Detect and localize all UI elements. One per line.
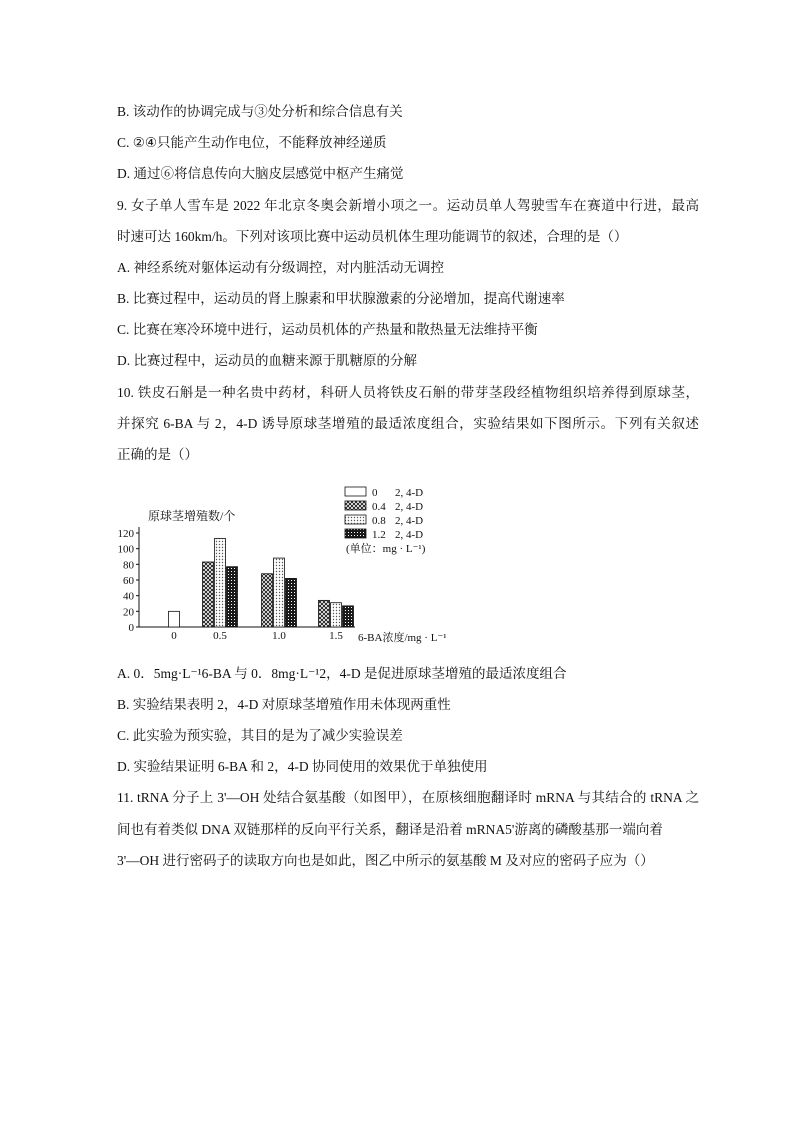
x-axis-title: 6-BA浓度/mg · L⁻¹	[358, 632, 447, 644]
x-tick-label: 1.5	[329, 630, 343, 642]
y-tick-label: 20	[123, 606, 134, 619]
bar-chart	[110, 480, 475, 652]
q9-stem-line-2: 时速可达 160km/h。下列对该项比赛中运动员机体生理功能调节的叙述，合理的是（）	[117, 229, 628, 244]
q11-stem-line-2: 间也有着类似 DNA 双链那样的反向平行关系，翻译是沿着 mRNA5'游离的磷酸基那一端向着	[117, 822, 663, 837]
q10-option-d: D. 实验结果证明 6-BA 和 2，4-D 协同使用的效果优于单独使用	[117, 759, 488, 774]
bar-6ba-1.0-24d-0.4	[262, 574, 273, 627]
x-tick-label: 0.5	[213, 630, 227, 642]
legend-label: 2, 4-D	[395, 515, 424, 527]
q10-option-b: B. 实验结果表明 2，4-D 对原球茎增殖作用未体现两重性	[117, 697, 451, 712]
legend-label: 2, 4-D	[395, 501, 424, 513]
bar-6ba-1.5-24d-0.8	[331, 603, 342, 627]
q8-option-c: C. ②④只能产生动作电位，不能释放神经递质	[117, 135, 387, 150]
q10-option-a: A. 0．5mg·L⁻¹6-BA 与 0．8mg·L⁻¹2，4-D 是促进原球茎增殖的最适浓度组合	[117, 666, 567, 681]
q9-option-a: A. 神经系统对躯体运动有分级调控，对内脏活动无调控	[117, 260, 444, 275]
x-tick-label: 1.0	[272, 630, 286, 642]
legend	[345, 487, 426, 555]
q8-option-b: B. 该动作的协调完成与③处分析和综合信息有关	[117, 104, 403, 119]
bar-6ba-0.5-24d-0.4	[203, 562, 214, 627]
legend-concentration: 0	[372, 487, 378, 499]
q10-stem-line-2: 并探究 6-BA 与 2，4-D 诱导原球茎增殖的最适浓度组合，实验结果如下图所示。下列有关叙述	[117, 416, 699, 431]
q10-stem-line-3: 正确的是（）	[117, 447, 198, 462]
q11-stem-line-1: 11. tRNA 分子上 3'—OH 处结合氨基酸（如图甲），在原核细胞翻译时 mRNA 与其结合的 tRNA 之	[117, 790, 699, 805]
y-tick-label: 80	[123, 559, 134, 572]
legend-swatch	[345, 515, 366, 524]
legend-swatch	[345, 529, 366, 538]
y-tick-label: 120	[117, 528, 134, 540]
y-tick-label: 60	[123, 575, 134, 587]
legend-label: 2, 4-D	[395, 529, 424, 541]
legend-unit: (单位：mg · L⁻¹)	[346, 543, 426, 555]
bar-6ba-1.0-24d-0.8	[274, 558, 285, 627]
q11-stem-line-3: 3'—OH 进行密码子的读取方向也是如此，图乙中所示的氨基酸 M 及对应的密码子应为（）	[117, 853, 654, 868]
q9-option-c: C. 比赛在寒冷环境中进行，运动员机体的产热量和散热量无法维持平衡	[117, 322, 538, 337]
bar-6ba-1.0-24d-1.2	[286, 578, 297, 627]
y-tick-label: 40	[123, 590, 134, 603]
bars	[169, 538, 354, 627]
legend-concentration: 0.4	[372, 501, 386, 513]
q9-option-d: D. 比赛过程中，运动员的血糖来源于肌糖原的分解	[117, 353, 417, 368]
y-ticks	[118, 528, 140, 634]
q10-stem-line-1: 10. 铁皮石斛是一种名贵中药材，科研人员将铁皮石斛的带芽茎段经植物组织培养得到原球茎，	[117, 385, 699, 400]
y-tick-label: 100	[117, 543, 134, 556]
bar-6ba-1.5-24d-0.4	[319, 600, 330, 627]
x-tick-label: 0	[171, 630, 177, 642]
q9-option-b: B. 比赛过程中，运动员的肾上腺素和甲状腺激素的分泌增加，提高代谢速率	[117, 291, 565, 306]
bar-6ba-1.5-24d-1.2	[343, 606, 354, 627]
legend-swatch	[345, 487, 366, 496]
bar-6ba-0.5-24d-0.8	[215, 538, 226, 627]
q10-option-c: C. 此实验为预实验，其目的是为了减少实验误差	[117, 728, 403, 743]
y-axis-title: 原球茎增殖数/个	[148, 509, 236, 523]
bar-6ba-0-24d-0	[169, 611, 180, 627]
q8-option-d: D. 通过⑥将信息传向大脑皮层感觉中枢产生痛觉	[117, 166, 404, 181]
legend-concentration: 0.8	[372, 515, 386, 527]
y-tick-label: 0	[128, 622, 134, 634]
legend-label: 2, 4-D	[395, 487, 424, 499]
q9-stem-line-1: 9. 女子单人雪车是 2022 年北京冬奥会新增小项之一。运动员单人驾驶雪车在赛道中行进，最高	[117, 198, 699, 213]
legend-concentration: 1.2	[372, 529, 386, 541]
x-ticks	[171, 630, 343, 642]
bar-6ba-0.5-24d-1.2	[227, 567, 238, 627]
legend-swatch	[345, 501, 366, 510]
